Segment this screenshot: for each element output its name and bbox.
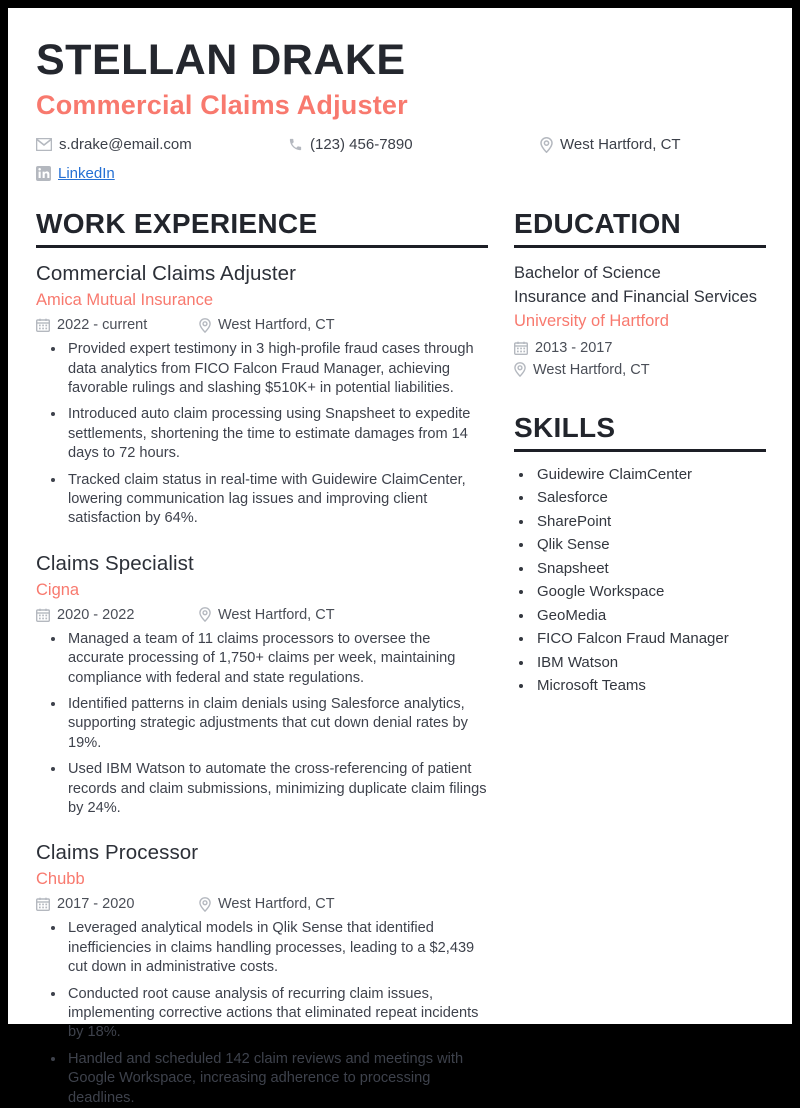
- left-column: [36, 208, 488, 1108]
- header: [36, 38, 766, 182]
- phone-icon: [288, 137, 303, 152]
- education-dates: [514, 340, 766, 356]
- location-pin-icon: [199, 897, 211, 912]
- job-title: Claims Processor: [36, 841, 199, 865]
- job-meta: [36, 317, 488, 333]
- skill-item: • IBM Watson: [534, 654, 766, 671]
- job-bullet: • Leveraged analytical models in Qlik Sense that identified inefficiencies in claims handling processes, leading to a $2,439 cut down in administrative costs.: [66, 919, 488, 977]
- email-text: s.drake@email.com: [59, 136, 192, 154]
- job-meta: [36, 607, 488, 623]
- job-dates-text: 2022 - current: [57, 317, 148, 334]
- skill-item: • Guidewire ClaimCenter: [534, 466, 766, 483]
- job-bullet: • Conducted root cause analysis of recurring claim issues, implementing corrective actions that eliminated repeat incidents by 18%.: [66, 985, 488, 1043]
- education-field: Insurance and Financial Services: [514, 288, 758, 307]
- person-title: Commercial Claims Adjuster: [36, 90, 408, 121]
- skills-heading: SKILLS: [514, 412, 766, 452]
- right-column: [514, 208, 766, 1108]
- job-title: Commercial Claims Adjuster: [36, 262, 297, 286]
- job-bullet: • Handled and scheduled 142 claim reviews and meetings with Google Workspace, increasing adherence to processing deadlines.: [66, 1050, 488, 1108]
- education-heading: EDUCATION: [514, 208, 766, 248]
- skill-item: • SharePoint: [534, 513, 766, 530]
- job-bullet: • Provided expert testimony in 3 high-profile fraud cases through data analytics from FICO Falcon Fraud Manager, achieving favorable rulings and slashing $510K+ in potential liabilities.: [66, 340, 488, 398]
- linkedin-icon: [36, 166, 51, 181]
- contact-phone: [288, 136, 540, 153]
- job-location-text: West Hartford, CT: [218, 896, 335, 913]
- job-dates: [36, 317, 199, 333]
- work-experience-heading: WORK EXPERIENCE: [36, 208, 488, 248]
- job-location-text: West Hartford, CT: [218, 606, 335, 623]
- skill-item: • GeoMedia: [534, 607, 766, 624]
- email-icon: [36, 138, 52, 151]
- calendar-icon: [36, 318, 50, 332]
- job-location: [199, 317, 335, 333]
- contact-row-1: [36, 136, 766, 153]
- calendar-icon: [514, 341, 528, 355]
- education-section: [514, 208, 766, 378]
- calendar-icon: [36, 608, 50, 622]
- skills-list: [514, 466, 766, 695]
- location-pin-icon: [540, 137, 553, 153]
- job-company: Cigna: [36, 580, 80, 599]
- contact-linkedin: [36, 165, 115, 182]
- job-dates: [36, 607, 199, 623]
- job-bullet: • Used IBM Watson to automate the cross-referencing of patient records and claim submissions, minimizing duplicate claim filings by 24%.: [66, 760, 488, 818]
- job-entry: [36, 552, 488, 819]
- location-pin-icon: [514, 362, 526, 377]
- skill-item: • Google Workspace: [534, 583, 766, 600]
- job-bullet: • Managed a team of 11 claims processors to oversee the accurate processing of 1,750+ claims per week, maintaining compliance with federal and state regulations.: [66, 630, 488, 688]
- skill-item: • Qlik Sense: [534, 536, 766, 553]
- job-location: [199, 607, 335, 623]
- job-bullets: [36, 630, 488, 819]
- location-pin-icon: [199, 318, 211, 333]
- job-location-text: West Hartford, CT: [218, 317, 335, 334]
- skill-item: • Microsoft Teams: [534, 677, 766, 694]
- education-dates-text: 2013 - 2017: [535, 339, 613, 356]
- job-title: Claims Specialist: [36, 551, 194, 575]
- job-bullet: • Tracked claim status in real-time with Guidewire ClaimCenter, lowering communication lag issues and improving client satisfaction by 64%.: [66, 471, 488, 529]
- location-text: West Hartford, CT: [560, 136, 681, 154]
- skill-item: • Salesforce: [534, 489, 766, 506]
- job-bullets: [36, 919, 488, 1108]
- job-company: Amica Mutual Insurance: [36, 291, 213, 310]
- work-experience-section: [36, 208, 488, 1108]
- skill-item: • FICO Falcon Fraud Manager: [534, 630, 766, 647]
- job-meta: [36, 896, 488, 912]
- location-pin-icon: [199, 607, 211, 622]
- education-location: [514, 362, 766, 378]
- job-dates-text: 2020 - 2022: [57, 606, 135, 623]
- phone-text: (123) 456-7890: [310, 136, 413, 154]
- skill-item: • Snapsheet: [534, 560, 766, 577]
- education-school: University of Hartford: [514, 311, 669, 330]
- linkedin-link[interactable]: LinkedIn: [58, 165, 115, 183]
- job-entry: [36, 262, 488, 529]
- contact-location: [540, 136, 681, 153]
- job-entry: [36, 841, 488, 1108]
- job-bullets: [36, 340, 488, 529]
- education-degree: Bachelor of Science: [514, 264, 661, 283]
- contact-row-2: [36, 165, 766, 182]
- calendar-icon: [36, 897, 50, 911]
- job-dates-text: 2017 - 2020: [57, 896, 135, 913]
- job-bullet: • Identified patterns in claim denials using Salesforce analytics, supporting strategic adjustments that cut down denial rates by 19%.: [66, 695, 488, 753]
- resume-page: [8, 8, 792, 1106]
- education-location-text: West Hartford, CT: [533, 361, 650, 378]
- skills-section: [514, 412, 766, 695]
- contact-email: [36, 136, 288, 153]
- person-name: STELLAN DRAKE: [36, 36, 406, 84]
- job-dates: [36, 896, 199, 912]
- job-location: [199, 896, 335, 912]
- job-company: Chubb: [36, 870, 85, 889]
- job-bullet: • Introduced auto claim processing using Snapsheet to expedite settlements, shortening the time to estimate damages from 14 days to 72 hours.: [66, 405, 488, 463]
